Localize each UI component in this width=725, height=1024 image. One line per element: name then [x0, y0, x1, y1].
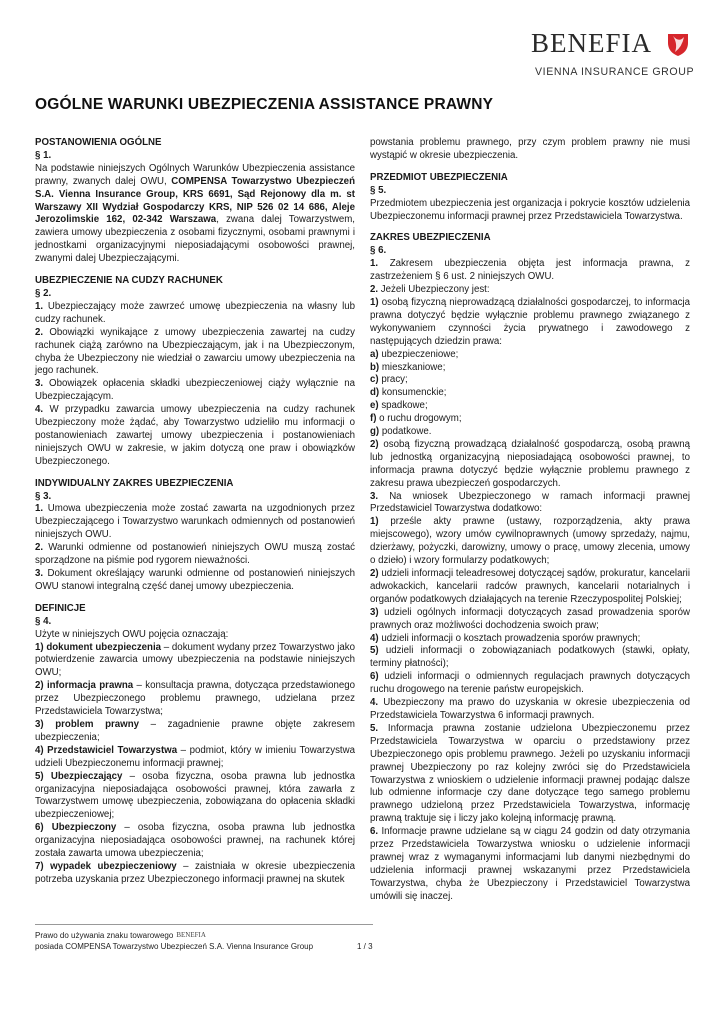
section-number: § 2.	[35, 287, 52, 299]
paragraph: 1. Zakresem ubezpieczenia objęta jest informacja prawna, z zastrzeżeniem § 6 ust. 2 niniejszych OWU.	[370, 258, 690, 283]
paragraph: 2. Obowiązki wynikające z umowy ubezpieczenia zawartej na cudzy rachunek ciążą zarówno na Ubezpieczającym, jak i na Ubezpieczonym, chyba że Ubezpieczony nie wiedział o zawarciu umowy ubezpieczenia na jego rachunek.	[35, 326, 355, 377]
section-heading: ZAKRES UBEZPIECZENIA	[370, 232, 491, 244]
paragraph: 2. Warunki odmienne od postanowień niniejszych OWU muszą zostać sporządzone na piśmie pod rygorem nieważności.	[35, 542, 355, 567]
left-column	[35, 137, 355, 887]
paragraph: Na podstawie niniejszych Ogólnych Warunków Ubezpieczenia assistance prawny, zwanych dalej OWU, COMPENSA Towarzystwo Ubezpieczeń S.A. Vienna Insurance Group, KRS 6691, Sąd Rejonowy dla m. st Warszawy XII Wydział Gospodarczy KRS, NIP 526 02 14 686, Aleje Jerozolimskie 162, 02-342 Warszawa, zwana dalej Towarzystwem, zawiera umowy ubezpieczenia z osobami fizycznymi, osobami prawnymi i jednostkami organizacyjnymi nieposiadającymi osobowości prawnej, zwanymi dalej Ubezpieczającymi.	[35, 162, 355, 265]
section-heading: UBEZPIECZENIE NA CUDZY RACHUNEK	[35, 275, 223, 287]
definition: 7) wypadek ubezpieczeniowy – zaistniała w okresie ubezpieczenia potrzeba uzyskania przez Ubezpieczonego informacji prawnej na skutek	[35, 860, 355, 885]
definition: 4) Przedstawiciel Towarzystwa – podmiot, który w imieniu Towarzystwa udzieli Ubezpieczonemu informacji prawnej;	[35, 744, 355, 769]
paragraph: 4. W przypadku zawarcia umowy ubezpieczenia na cudzy rachunek Ubezpieczony może żądać, aby Towarzystwo udzieliło mu informacji o postanowieniach zawartej umowy ubezpieczenia i postanowieniach niniejszych OWU w zakresie, w jakim dotyczą one praw i obowiązków Ubezpieczonego.	[35, 404, 355, 467]
section-heading: INDYWIDUALNY ZAKRES UBEZPIECZENIA	[35, 477, 234, 489]
logo-wordmark: BENEFIA	[531, 28, 652, 58]
list-item: 6) udzieli informacji o odmiennych regulacjach prawnych dotyczących ruchu drogowego na terenie państw europejskich.	[370, 671, 690, 696]
paragraph: 6. Informacje prawne udzielane są w ciągu 24 godzin od daty otrzymania przez Przedstawiciela Towarzystwa wniosku o udzielenie informacji prawnej wraz z wymaganymi informacjami lub danymi niezbędnymi do udzielenia informacji prawnej wskazanymi przez Przedstawiciela Towarzystwa, chyba że Ubezpieczony i Przedstawiciel Towarzystwa umówili się inaczej.	[370, 826, 690, 902]
section-number: § 1.	[35, 149, 52, 161]
paragraph: 5. Informacja prawna zostanie udzielona Ubezpieczonemu przez Przedstawiciela Towarzystwa w oparciu o przedstawiony przez Ubezpieczonego opis problemu prawnego. Jeżeli po uzyskaniu informacji prawnej Ubezpieczony po raz kolejny zwróci się do Przedstawiciela Towarzystwa z wnioskiem o udzielenie informacji prawnej podając dalsze lub odmienne informacje czy dane dotyczące tego samego problemu prawnego udzieloną przez Przedstawiciela Towarzystwa, informację prawną traktuje się i liczy jako kolejną informację prawną.	[370, 722, 690, 825]
paragraph: 3. Obowiązek opłacenia składki ubezpieczeniowej ciąży wyłącznie na Ubezpieczającym.	[35, 378, 355, 403]
list-item: c) pracy;	[370, 374, 408, 386]
definition: 5) Ubezpieczający – osoba fizyczna, osoba prawna lub jednostka organizacyjna nieposiadająca osobowości prawnej, która zawarła z Towarzystwem umowę ubezpieczenia, zobowiązana do opłacenia składki ubezpieczeniowej;	[35, 770, 356, 821]
page-number: 1 / 3	[357, 942, 373, 951]
paragraph: powstania problemu prawnego, przy czym problem prawny nie musi wystąpić w okresie ubezpieczenia.	[370, 137, 690, 161]
right-column	[370, 137, 690, 904]
paragraph: Przedmiotem ubezpieczenia jest organizacja i pokrycie kosztów udzielenia Ubezpieczonemu informacji prawnej przez Przedstawiciela Towarzystwa.	[370, 197, 690, 222]
footer-line: posiada COMPENSA Towarzystwo Ubezpieczeń S.A. Vienna Insurance Group	[35, 942, 314, 952]
list-item: a) ubezpieczeniowe;	[370, 348, 459, 360]
paragraph: 2) osobą fizyczną prowadzącą działalność gospodarczą, osobą prawną lub jednostką organizacyjną nieposiadającą osobowości prawnej, to informacja prawna dotyczyć będzie wyłącznie problemu prawnego z zakresu prawa ubezpieczeń gospodarczych.	[370, 438, 690, 489]
list-item: 2) udzieli informacji teleadresowej dotyczącej sądów, prokuratur, kancelarii adwokackich, kancelarii radców prawnych, kancelarii notarialnych i organów podatkowych działających na terenie Rzeczypospolitej Polskiej;	[370, 568, 690, 605]
paragraph: 1. Ubezpieczający może zawrzeć umowę ubezpieczenia na własny lub cudzy rachunek.	[35, 300, 355, 325]
logo-tagline: VIENNA INSURANCE GROUP	[535, 66, 695, 78]
paragraph: 3. Dokument określający warunki odmienne od postanowień niniejszych OWU stanowi integralną część danej umowy ubezpieczenia.	[35, 568, 355, 592]
footer-divider	[35, 924, 373, 925]
list-item: f) o ruchu drogowym;	[370, 413, 462, 425]
paragraph: 2. Jeżeli Ubezpieczony jest:	[370, 284, 490, 296]
list-item: 1) prześle akty prawne (ustawy, rozporządzenia, akty prawa miejscowego), wzory umów cywilnoprawnych (umowy sprzedaży, najmu, dzierżawy, pożyczki, darowizny, umowy o pracę, umowy zlecenia, umowy o dzieło) i wzory formularzy podatkowych;	[370, 516, 690, 567]
benefia-logo	[531, 28, 701, 80]
document-title: OGÓLNE WARUNKI UBEZPIECZENIA ASSISTANCE PRAWNY	[35, 96, 494, 113]
list-item: d) konsumenckie;	[370, 387, 447, 399]
section-number: § 6.	[370, 245, 387, 257]
list-item: b) mieszkaniowe;	[370, 361, 446, 373]
paragraph: 3. Na wniosek Ubezpieczonego w ramach informacji prawnej Przedstawiciel Towarzystwa dodatkowo:	[370, 490, 690, 515]
definition: 3) problem prawny – zagadnienie prawne objęte zakresem ubezpieczenia;	[35, 718, 355, 743]
footer	[35, 930, 375, 952]
paragraph: 1) osobą fizyczną nieprowadzącą działalności gospodarczej, to informacja prawna dotyczyć będzie wyłącznie problemu prawnego związanego z wykonywaniem czynności życia prywatnego i zawodowego z następujących dziedzin prawa:	[370, 296, 690, 347]
shield-icon	[665, 31, 691, 57]
section-heading: PRZEDMIOT UBEZPIECZENIA	[370, 171, 508, 183]
list-item: 4) udzieli informacji o kosztach prowadzenia sporów prawnych;	[370, 632, 641, 644]
paragraph: Użyte w niniejszych OWU pojęcia oznaczają:	[35, 628, 229, 640]
section-number: § 4.	[35, 615, 52, 627]
mini-logo: BENEFIA	[176, 931, 206, 940]
paragraph: 4. Ubezpieczony ma prawo do uzyskania w okresie ubezpieczenia od Przedstawiciela Towarzystwa 6 informacji prawnych.	[370, 697, 690, 721]
definition: 1) dokument ubezpieczenia – dokument wydany przez Towarzystwo jako potwierdzenie zawarcia umowy ubezpieczenia na podstawie niniejszych OWU;	[35, 641, 355, 679]
section-number: § 5.	[370, 184, 387, 196]
footer-line: Prawo do używania znaku towarowego BENEFIA	[35, 931, 206, 940]
section-heading: DEFINICJE	[35, 602, 86, 614]
definition: 2) informacja prawna – konsultacja prawna, dotycząca przedstawionego przez Ubezpieczonego problemu prawnego, udzielana przez Przedstawiciela Towarzystwa;	[35, 680, 356, 718]
list-item: g) podatkowe.	[370, 426, 432, 438]
list-item: e) spadkowe;	[370, 400, 428, 412]
list-item: 5) udzieli informacji o zobowiązaniach podatkowych (stawki, opłaty, terminy płatności);	[370, 645, 690, 670]
definition: 6) Ubezpieczony – osoba fizyczna, osoba prawna lub jednostka organizacyjna nieposiadająca osobowości prawnej, na rachunek której została zawarta umowa ubezpieczenia;	[35, 822, 356, 860]
list-item: 3) udzieli ogólnych informacji dotyczących zasad prowadzenia sporów prawnych oraz możliwości dochodzenia swoich praw;	[370, 606, 690, 631]
paragraph: 1. Umowa ubezpieczenia może zostać zawarta na uzgodnionych przez Ubezpieczającego i Towarzystwo warunkach odmiennych od postanowień niniejszych OWU.	[35, 503, 355, 541]
section-number: § 3.	[35, 490, 52, 502]
section-heading: POSTANOWIENIA OGÓLNE	[35, 137, 162, 148]
